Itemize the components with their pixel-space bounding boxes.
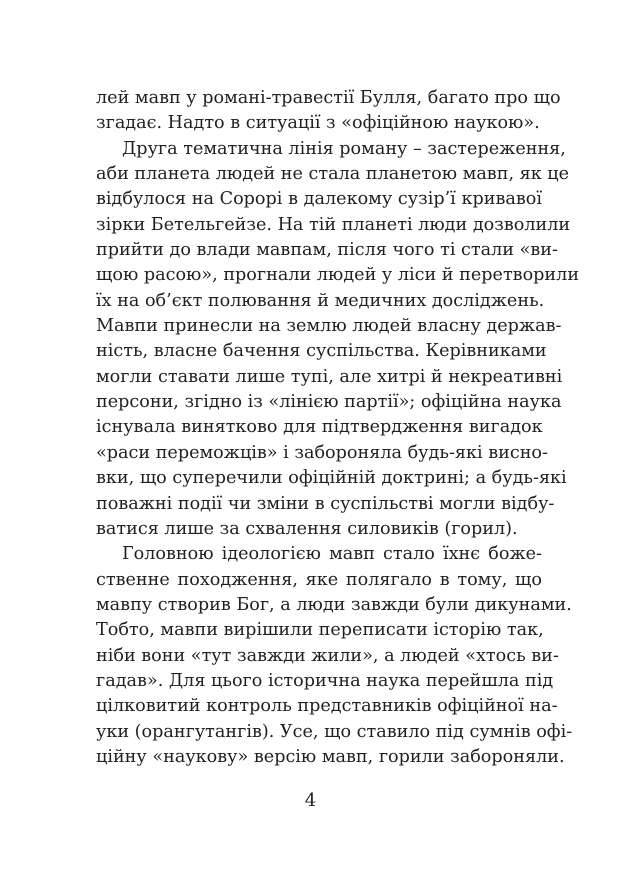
text-line: відбулося на Сорорі в далекому сузір’ї кривавої: [96, 189, 542, 210]
text-line: цілковитий контроль представників офіційної на-: [96, 696, 558, 717]
text-line: Мавпи принесли на землю людей власну держав-: [96, 316, 562, 337]
text-line: існувала винятково для підтвердження вигадок: [96, 417, 543, 438]
paragraph: [96, 86, 561, 137]
text-line: аби планета людей не стала планетою мавп, як це: [96, 164, 570, 185]
text-line: персони, згідно із «лінією партії»; офіційна наука: [96, 392, 562, 413]
page-body-text: [96, 86, 580, 770]
text-line: згадає. Надто в ситуації з «офіційною наукою».: [96, 113, 540, 134]
paragraph: [96, 542, 573, 770]
text-line: прийти до влади мавпам, після чого ті стали «ви-: [96, 240, 558, 261]
page-number: 4: [304, 790, 317, 811]
text-line: «раси переможців» і забороняла будь-які висно-: [96, 442, 548, 463]
text-line: уки (орангутангів). Усе, що ставило під сумнів офі-: [96, 721, 573, 742]
text-line: зірки Бетельгейзе. На тій планеті люди дозволили: [96, 214, 571, 235]
text-line: гадав». Для цього історична наука перейшла під: [96, 670, 554, 691]
text-line: ність, власне бачення суспільства. Керівниками: [96, 341, 547, 362]
text-line: їх на об’єкт полювання й медичних досліджень.: [96, 290, 545, 311]
text-line: щою расою», прогнали людей у ліси й перетворили: [96, 265, 580, 286]
text-line: Друга тематична лінія роману – застереження,: [122, 138, 566, 159]
text-line: ніби вони «тут завжди жили», а людей «хтось ви-: [96, 645, 559, 666]
text-line: поважні події чи зміни в суспільстві могли відбу-: [96, 493, 555, 514]
text-line: лей мавп у романі-травестії Булля, багато про що: [96, 88, 561, 108]
paragraph: [96, 137, 580, 543]
text-line: Головною ідеологією мавп стало їхнє боже-: [122, 544, 542, 565]
text-line: Тобто, мавпи вирішили переписати історію так,: [96, 620, 544, 641]
text-line: ційну «наукову» версію мавп, горили забороняли.: [96, 746, 565, 767]
text-line: ватися лише за схвалення силовиків (горил).: [96, 518, 518, 539]
text-line: вки, що суперечили офіційній доктрині; а будь-які: [96, 468, 567, 489]
text-line: мавпу створив Бог, а люди завжди були дикунами.: [96, 594, 572, 615]
text-line: ственне походження, яке полягало в тому, що: [96, 569, 542, 590]
text-line: могли ставати лише тупі, але хитрі й некреативні: [96, 366, 563, 387]
